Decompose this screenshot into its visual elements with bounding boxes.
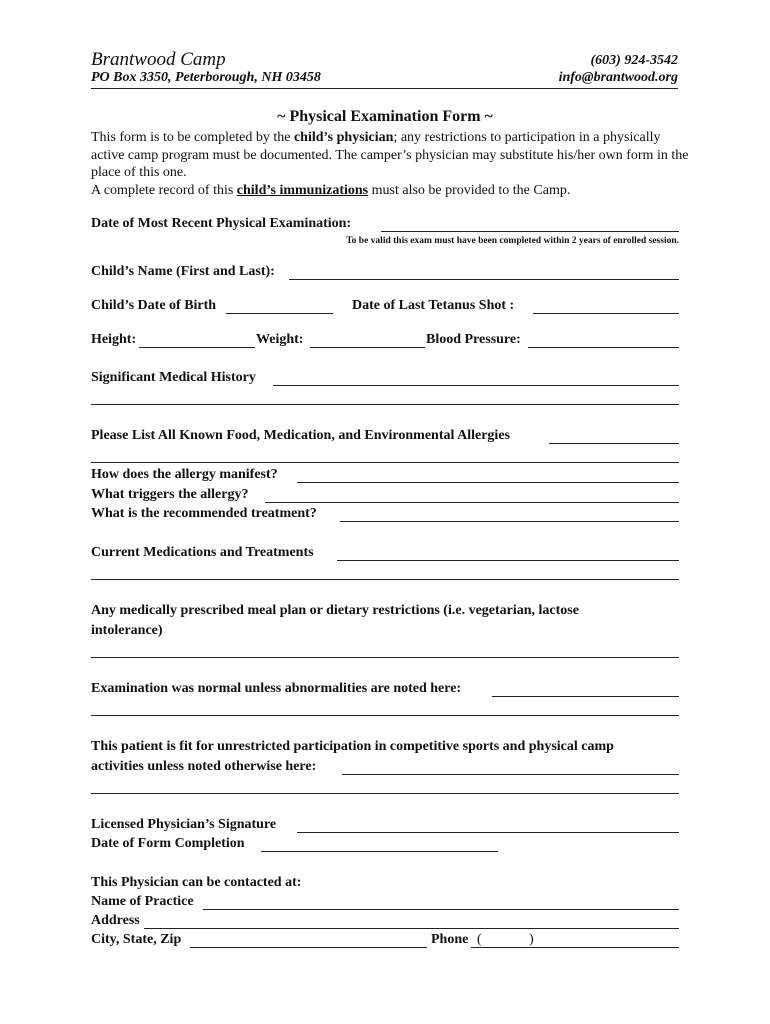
medical-history-field[interactable] — [273, 385, 679, 386]
signature-label: Licensed Physician’s Signature — [91, 817, 277, 832]
height-label: Height: — [91, 332, 137, 347]
camp-phone: (603) 924-3542 — [590, 53, 678, 68]
blood-pressure-field[interactable] — [528, 347, 679, 348]
fit-label-2: activities unless noted otherwise here: — [91, 759, 317, 774]
exam-normal-field-2[interactable] — [91, 715, 679, 716]
medical-history-field-2[interactable] — [91, 404, 679, 405]
allergy-treatment-label: What is the recommended treatment? — [91, 506, 317, 521]
meal-plan-field[interactable] — [91, 657, 679, 658]
medical-history-label: Significant Medical History — [91, 370, 256, 385]
address-label: Address — [91, 913, 140, 928]
phone-open-paren: ( — [477, 932, 482, 947]
blood-pressure-label: Blood Pressure: — [426, 332, 521, 347]
exam-normal-field[interactable] — [492, 696, 679, 697]
city-state-zip-field[interactable] — [190, 947, 427, 948]
weight-label: Weight: — [256, 332, 304, 347]
medications-field[interactable] — [337, 560, 679, 561]
allergy-triggers-field[interactable] — [265, 502, 679, 503]
form-title: ~ Physical Examination Form ~ — [277, 108, 493, 125]
tetanus-field[interactable] — [533, 313, 679, 314]
address-field[interactable] — [144, 928, 679, 929]
dob-field[interactable] — [226, 313, 333, 314]
camp-name: Brantwood Camp — [91, 49, 226, 70]
signature-field[interactable] — [297, 832, 679, 833]
exam-normal-label: Examination was normal unless abnormalities are noted here: — [91, 681, 462, 696]
practice-label: Name of Practice — [91, 894, 194, 909]
height-field[interactable] — [139, 347, 255, 348]
fit-label: This patient is fit for unrestricted participation in competitive sports and physical camp — [91, 739, 614, 754]
exam-date-note: To be valid this exam must have been completed within 2 years of enrolled session. — [346, 236, 679, 246]
meal-plan-label-2: intolerance) — [91, 623, 163, 638]
fit-field-2[interactable] — [91, 793, 679, 794]
exam-date-field[interactable] — [381, 231, 679, 232]
allergy-treatment-field[interactable] — [340, 521, 679, 522]
medications-label: Current Medications and Treatments — [91, 545, 314, 560]
practice-field[interactable] — [203, 909, 679, 910]
exam-date-label: Date of Most Recent Physical Examination: — [91, 216, 352, 231]
allergies-field[interactable] — [549, 443, 679, 444]
dob-label: Child’s Date of Birth — [91, 298, 217, 313]
allergy-manifest-label: How does the allergy manifest? — [91, 467, 278, 482]
child-name-field[interactable] — [289, 279, 679, 280]
phone-label: Phone — [431, 932, 469, 947]
header-rule — [91, 88, 678, 89]
intro-immunizations: A complete record of this child’s immunizations must also be provided to the Camp. — [91, 183, 571, 198]
phone-close-paren: ) — [529, 932, 534, 947]
allergy-triggers-label: What triggers the allergy? — [91, 487, 249, 502]
completion-date-field[interactable] — [261, 851, 498, 852]
camp-address: PO Box 3350, Peterborough, NH 03458 — [91, 70, 321, 85]
allergy-manifest-field[interactable] — [297, 482, 679, 483]
tetanus-label: Date of Last Tetanus Shot : — [352, 298, 515, 313]
allergies-label: Please List All Known Food, Medication, and Environmental Allergies — [91, 428, 510, 443]
child-name-label: Child’s Name (First and Last): — [91, 264, 275, 279]
medications-field-2[interactable] — [91, 579, 679, 580]
weight-field[interactable] — [310, 347, 425, 348]
camp-email: info@brantwood.org — [558, 70, 678, 85]
contact-heading: This Physician can be contacted at: — [91, 875, 302, 890]
completion-date-label: Date of Form Completion — [91, 836, 245, 851]
city-state-zip-label: City, State, Zip — [91, 932, 182, 947]
intro-paragraph: This form is to be completed by the child’s physician; any restrictions to participation in a physically active camp program must be documented. The camper’s physician may substitute his/her own form in the place of this one. — [91, 130, 689, 180]
meal-plan-label: Any medically prescribed meal plan or dietary restrictions (i.e. vegetarian, lactose — [91, 603, 579, 618]
phone-field[interactable] — [471, 947, 679, 948]
allergies-field-2[interactable] — [91, 462, 679, 463]
fit-field[interactable] — [342, 774, 679, 775]
